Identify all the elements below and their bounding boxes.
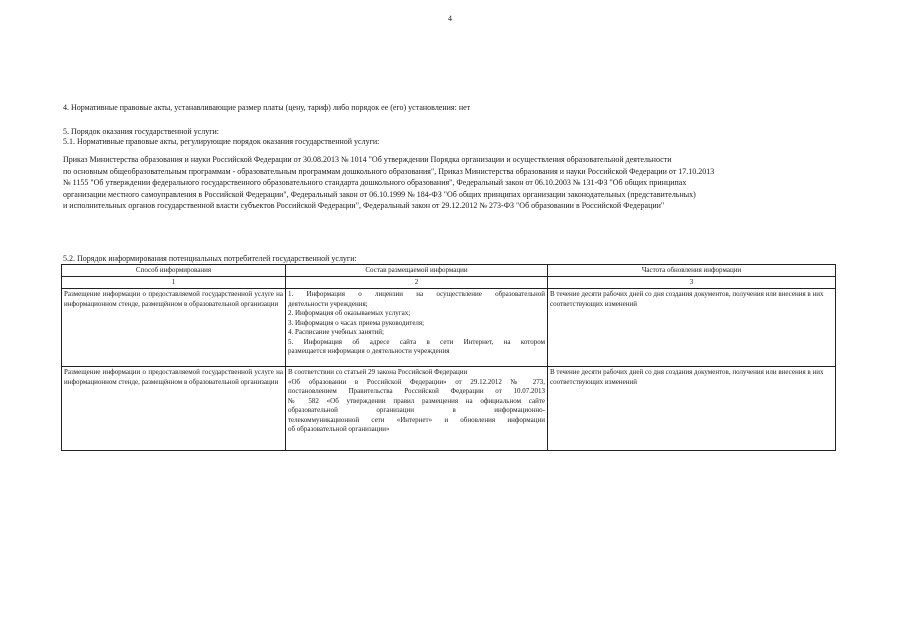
header-frequency: Частота обновления информации: [548, 265, 836, 277]
content-line: постановлением Правительства Российской Федерации от 10.07.2013: [288, 387, 545, 395]
content-line: деятельности учреждения;: [288, 299, 368, 308]
content-line: 2. Информация об оказываемых услугах;: [288, 309, 411, 317]
content-line: «Об образовании в Российской Федерации» от 29.12.2012 № 273,: [288, 377, 545, 386]
content-cell: [286, 367, 548, 451]
legal-acts-line: и исполнительных органов государственной власти субъектов Российской Федерации", Федеральный закон от 29.12.2012 № 273-ФЗ "Об образовании в Российской Федерации": [63, 201, 665, 210]
content-line: 3. Информация о часах приема руководителя;: [288, 318, 425, 327]
method-cell: Размещение информации о предоставляемой государственной услуге на информационном стенде, размещённом в образовательной организации: [62, 367, 286, 451]
table-row: [62, 367, 836, 451]
section-5-1-title: 5.1. Нормативные правовые акты, регулирующие порядок оказания государственной услуги:: [63, 137, 380, 146]
section-5-1-legal-acts: [63, 154, 843, 212]
frequency-cell: В течение десяти рабочих дней со дня создания документов, получения или внесения в них соответствующих изменений: [548, 367, 836, 451]
column-number: 3: [548, 277, 836, 289]
section-4-fee-acts: 4. Нормативные правовые акты, устанавливающие размер платы (цену, тариф) либо порядок ее (его) установления: нет: [63, 103, 471, 112]
content-line: 1. Информация о лицензии на осуществление образовательной: [288, 290, 545, 298]
content-cell: [286, 289, 548, 367]
header-method: Способ информирования: [62, 265, 286, 277]
section-5-title: 5. Порядок оказания государственной услуги:: [63, 127, 220, 136]
content-line: об образовательной организации»: [288, 425, 390, 433]
legal-acts-line: организации местного самоуправления в Российской Федерации", Федеральный закон от 06.10.1999 № 184-ФЗ "Об общих принципах организации законодательных (представительных): [63, 189, 696, 199]
content-line: размещается информация о деятельности учреждения: [288, 347, 450, 355]
header-content: Состав размещаемой информации: [286, 265, 548, 277]
content-line: В соответствии со статьей 29 закона Российской Федерации: [288, 368, 468, 376]
page-number: 4: [448, 14, 452, 23]
column-number: 2: [286, 277, 548, 289]
content-line: 4. Расписание учебных занятий;: [288, 328, 384, 336]
content-line: телекоммуникационной сети «Интернет» и обновления информации: [288, 415, 545, 424]
content-line: образовательной организации в информационно-: [288, 406, 545, 414]
column-number: 1: [62, 277, 286, 289]
section-5-2-title: 5.2. Порядок информирования потенциальных потребителей государственной услуги:: [63, 254, 357, 263]
legal-acts-line: по основным общеобразовательным программам - образовательным программам дошкольного образования", Приказ Министерства образования и науки Российской Федерации от 17.10.2013: [63, 166, 715, 176]
table-row: [62, 289, 836, 367]
legal-acts-line: № 1155 "Об утверждении федерального государственного образовательного стандарта дошкольного образования", Федеральный закон от 06.10.2003 № 131-ФЗ "Об общих принципах: [63, 178, 687, 187]
frequency-cell: В течение десяти рабочих дней со дня создания документов, получения или внесения в них соответствующих изменений: [548, 289, 836, 367]
content-line: № 582 «Об утверждении правил размещения на официальном сайте: [288, 396, 545, 405]
method-cell: Размещение информации о предоставляемой государственной услуге на информационном стенде, размещённом в образовательной организации: [62, 289, 286, 367]
legal-acts-line: Приказ Министерства образования и науки Российской Федерации от 30.08.2013 № 1014 "Об утверждении Порядка организации и осуществления образовательной деятельности: [63, 155, 672, 164]
content-line: 5. Информация об адресе сайта в сети Интернет, на котором: [288, 337, 545, 346]
table-header-row: [62, 265, 836, 277]
informing-table: [61, 264, 836, 451]
table-number-row: [62, 277, 836, 289]
